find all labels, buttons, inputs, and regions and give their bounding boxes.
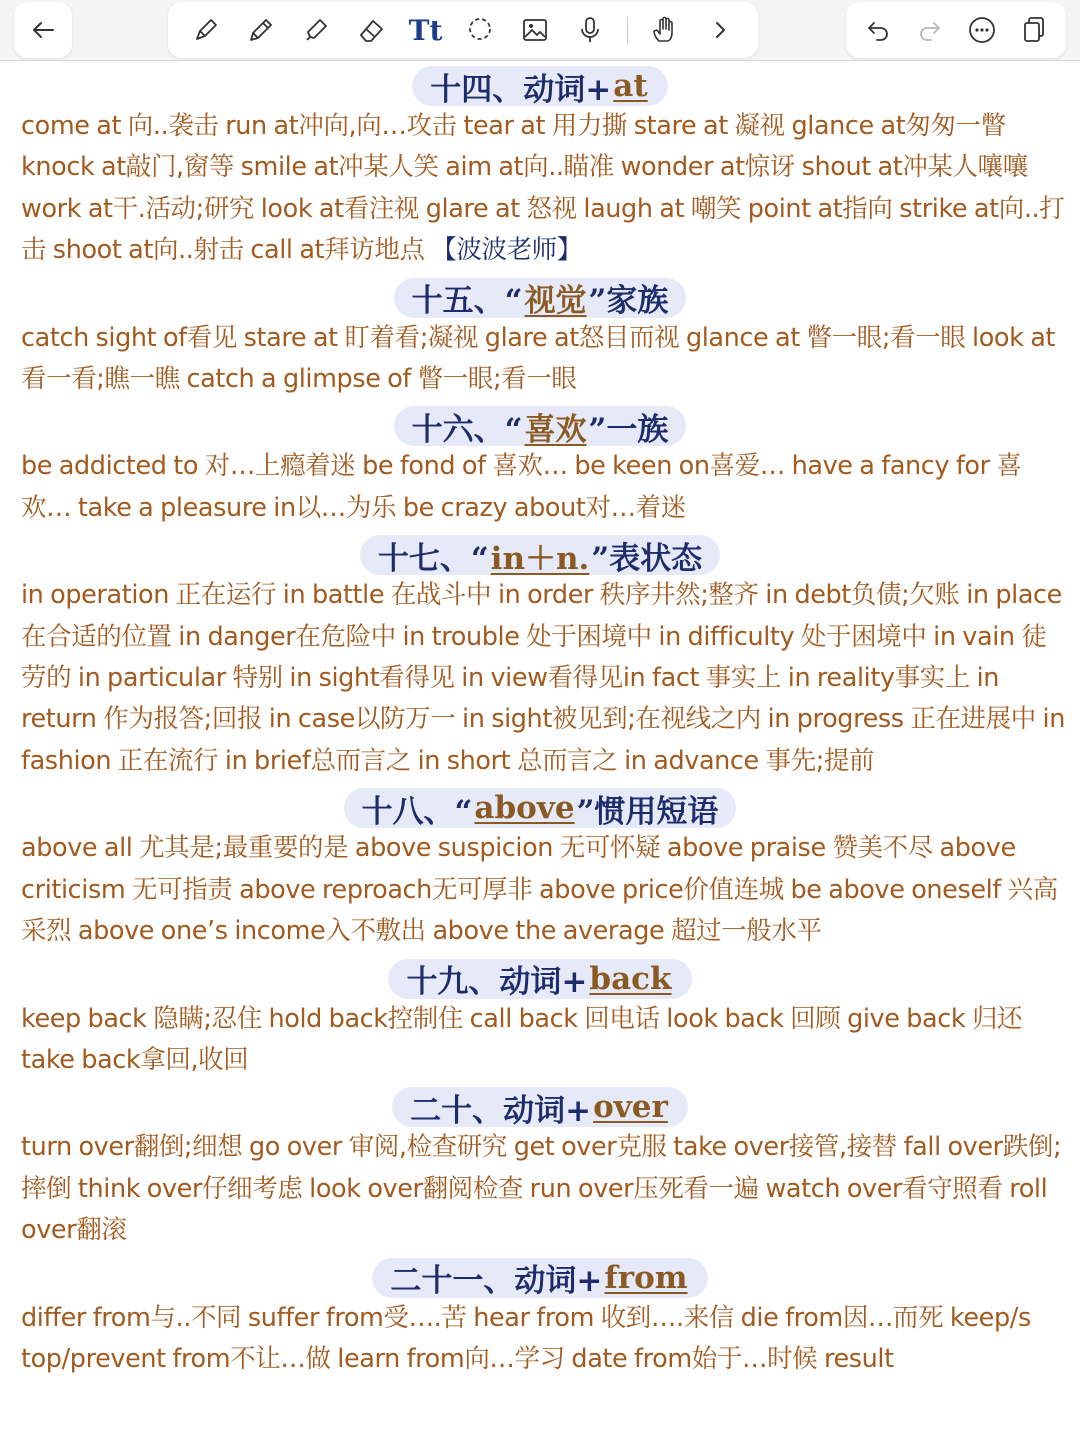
heading-keyword: over: [593, 1089, 668, 1126]
section-heading: [0, 959, 1080, 999]
heading-pill: [394, 406, 687, 446]
heading-pill: [394, 278, 687, 318]
section-vision: [0, 278, 1080, 401]
heading-suffix: ”表状态: [591, 540, 703, 577]
pages-button[interactable]: [1016, 12, 1052, 48]
heading-keyword: at: [613, 68, 648, 104]
more-icon: [967, 15, 997, 45]
section-body: [0, 446, 1080, 529]
redo-button[interactable]: [912, 12, 948, 48]
heading-pill: [392, 1087, 688, 1127]
heading-keyword: in＋n.: [490, 540, 590, 577]
hand-tool-button[interactable]: [647, 12, 683, 48]
highlighter-tool-button[interactable]: [298, 12, 334, 48]
image-tool-button[interactable]: [517, 12, 553, 48]
author-tag: 【波波老师】: [424, 235, 582, 266]
heading-prefix: 十八、“: [361, 793, 473, 830]
section-over: [0, 1087, 1080, 1251]
section-like: [0, 406, 1080, 529]
heading-prefix: 十五、“: [411, 283, 523, 320]
heading-pill: [412, 66, 667, 106]
undo-icon: [863, 15, 893, 45]
heading-keyword: from: [604, 1259, 688, 1296]
section-body: [0, 1127, 1080, 1251]
note-toolbar: [0, 0, 1080, 61]
heading-prefix: 二十一、动词+: [390, 1263, 603, 1300]
section-heading: [0, 788, 1080, 828]
section-heading: [0, 66, 1080, 106]
toolbar-tools-group: [168, 2, 758, 58]
section-heading: [0, 1087, 1080, 1127]
copy-icon: [1019, 15, 1049, 45]
phrase-list: come at 向..袭击 run at冲向,向…攻击 tear at 用力撕 stare at 凝视 glance at匆匆一瞥 knock at敲门,窗等 smile at冲某人笑 aim at向..瞄准 wonder at惊讶 shout at冲某人嚷嚷 work at干.活动;研究 look at看注视 glare at 怒视 laugh at 嘲笑 point at指向 strike at向..打击 shoot at向..射击 call at拜访地点: [21, 111, 1065, 266]
undo-button[interactable]: [860, 12, 896, 48]
heading-pill: [372, 1258, 707, 1298]
section-heading: [0, 278, 1080, 318]
pen-tool-button[interactable]: [188, 12, 224, 48]
microphone-tool-button[interactable]: [572, 12, 608, 48]
heading-prefix: 十九、动词+: [406, 964, 588, 1000]
microphone-icon: [575, 15, 605, 45]
highlighter-icon: [301, 15, 331, 45]
note-page[interactable]: [0, 60, 1080, 1440]
heading-keyword: 视觉: [524, 283, 587, 320]
section-body: [0, 999, 1080, 1082]
hand-icon: [650, 15, 680, 45]
toolbar-divider: [627, 17, 628, 43]
phrase-list: turn over翻倒;细想 go over 审阅,检查研究 get over克服 take over接管,接替 fall over跌倒;摔倒 think over仔细考虑 look over翻阅检查 run over压死看一遍 watch over看守照看 roll over翻滚: [21, 1132, 1062, 1246]
phrase-list: in operation 正在运行 in battle 在战斗中 in order 秩序井然;整齐 in debt负债;欠账 in place 在合适的位置 in danger在危险中 in trouble 处于困境中 in difficulty 处于困境中 in vain 徒劳的 in particular 特别 in sight看得见 in view看得见in fact 事实上 in reality事实上 in return 作为报答;回报 in case以防万一 in sight被见到;在视线之内 in progress 正在进展中 in fashion 正在流行 in brief总而言之 in short 总而言之 in advance 事先;提前: [21, 580, 1066, 776]
image-icon: [520, 15, 550, 45]
heading-prefix: 十七、“: [377, 540, 489, 577]
text-tool-icon: Tt: [408, 13, 443, 47]
eraser-tool-button[interactable]: [353, 12, 389, 48]
redo-icon: [915, 15, 945, 45]
eraser-icon: [356, 15, 386, 45]
section-body: [0, 318, 1080, 401]
back-arrow-icon: [28, 15, 58, 45]
heading-pill: [360, 535, 720, 575]
lasso-tool-button[interactable]: [462, 12, 498, 48]
phrase-list: catch sight of看见 stare at 盯着看;凝视 glare at怒目而视 glance at 瞥一眼;看一眼 look at 看一看;瞧一瞧 catch a glimpse of 瞥一眼;看一眼: [21, 322, 1056, 395]
heading-keyword: above: [474, 790, 575, 827]
lasso-icon: [465, 15, 495, 45]
section-body: [0, 106, 1080, 272]
heading-pill: [388, 959, 691, 999]
chevron-right-icon: [705, 15, 735, 45]
heading-suffix: ”家族: [588, 283, 669, 320]
section-heading: [0, 1258, 1080, 1298]
section-in-n: [0, 535, 1080, 782]
section-heading: [0, 535, 1080, 575]
section-at: [0, 66, 1080, 272]
heading-prefix: 十四、动词+: [430, 71, 612, 108]
section-back: [0, 959, 1080, 1082]
heading-suffix: ”一族: [588, 411, 669, 448]
section-above: [0, 788, 1080, 952]
heading-prefix: 十六、“: [411, 411, 523, 448]
heading-keyword: 喜欢: [524, 411, 587, 448]
section-body: [0, 828, 1080, 952]
more-tools-button[interactable]: [702, 12, 738, 48]
toolbar-right-group: [846, 2, 1066, 58]
back-button[interactable]: [25, 12, 61, 48]
phrase-list: be addicted to 对…上瘾着迷 be fond of 喜欢… be keen on喜爱… have a fancy for 喜欢… take a pleasure in以…为乐 be crazy about对…着迷: [21, 451, 1022, 523]
heading-suffix: ”惯用短语: [576, 793, 719, 830]
pen-icon: [191, 15, 221, 45]
pencil-icon: [246, 15, 276, 45]
toolbar-left-group: [14, 2, 72, 58]
more-options-button[interactable]: [964, 12, 1000, 48]
heading-prefix: 二十、动词+: [410, 1092, 592, 1129]
heading-keyword: back: [589, 960, 672, 997]
phrase-list: above all 尤其是;最重要的是 above suspicion 无可怀疑 above praise 赞美不尽 above criticism 无可指责 above reproach无可厚非 above price价值连城 be above oneself 兴高采烈 above one’s income入不敷出 above the average 超过一般水平: [21, 833, 1058, 947]
heading-pill: [344, 788, 737, 828]
phrase-list: keep back 隐瞒;忍住 hold back控制住 call back 回电话 look back 回顾 give back 归还 take back拿回,收回: [21, 1003, 1023, 1075]
section-body: [0, 575, 1080, 782]
section-heading: [0, 406, 1080, 446]
pencil-tool-button[interactable]: [243, 12, 279, 48]
section-from: [0, 1258, 1080, 1381]
text-tool-button[interactable]: [408, 12, 444, 48]
phrase-list: differ from与..不同 suffer from受….苦 hear from 收到….来信 die from因…而死 keep/s top/prevent from不让…做 learn from向…学习 date from始于…时候 result: [21, 1302, 1031, 1374]
section-body: [0, 1298, 1080, 1381]
